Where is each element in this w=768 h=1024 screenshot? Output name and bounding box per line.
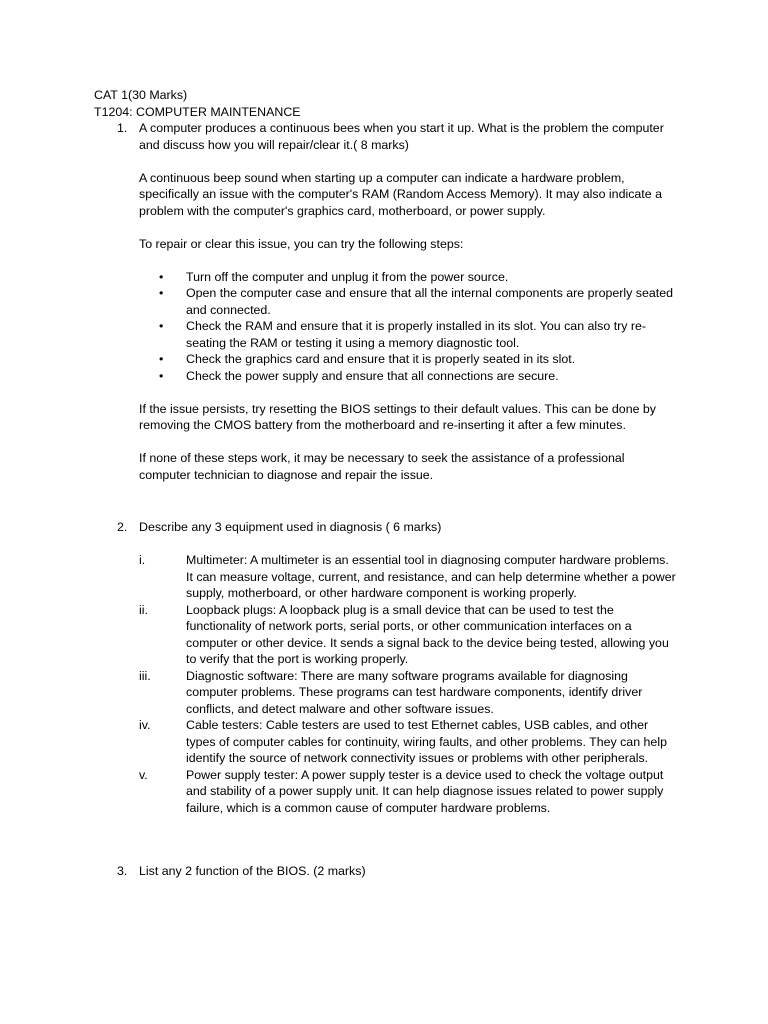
list-item: v. Power supply tester: A power supply tester is a device used to check the voltage output and stability of a power supply unit. It can help diagnose issues related to power supply failure, which is a common cause of computer hardware problems. <box>139 767 664 815</box>
item-numeral: iii. <box>139 668 151 683</box>
bullet-icon: • <box>159 352 164 366</box>
item-numeral: ii. <box>139 602 148 617</box>
list-item: • Check the power supply and ensure that all connections are secure. <box>159 368 559 383</box>
question-text: List any 2 function of the BIOS. (2 marks) <box>139 864 366 878</box>
steps-list <box>139 269 677 385</box>
list-item: iv. Cable testers: Cable testers are used to test Ethernet cables, USB cables, and other types of computer cables for continuity, wiring faults, and other problems. They can help identify the source of network connectivity issues or problems with other peripherals. <box>139 718 667 765</box>
list-item: • Check the graphics card and ensure that it is properly seated in its slot. <box>159 352 576 366</box>
item-numeral: i. <box>139 553 146 567</box>
answer-paragraph: To repair or clear this issue, you can try the following steps: <box>139 236 464 251</box>
answer-paragraph: If the issue persists, try resetting the BIOS settings to their default values. This can be done by removing the CMOS battery from the motherboard and re-inserting it after a few minutes. <box>139 401 657 432</box>
item-numeral: v. <box>139 767 148 782</box>
question-1 <box>117 120 677 483</box>
bullet-icon: • <box>159 319 164 333</box>
course-title: T1204: COMPUTER MAINTENANCE <box>94 104 301 119</box>
list-item: i. Multimeter: A multimeter is an essential tool in diagnosing computer hardware problems. It can measure voltage, current, and resistance, and can help determine whether a power supply, motherboard, or other hardware component is working properly. <box>139 553 676 600</box>
document-header <box>94 87 301 120</box>
answer-paragraph: If none of these steps work, it may be necessary to seek the assistance of a professional computer technician to diagnose and repair the issue. <box>139 451 625 482</box>
list-item: • Open the computer case and ensure that all the internal components are properly seated and connected. <box>159 286 673 317</box>
item-numeral: iv. <box>139 718 151 732</box>
list-item: • Check the RAM and ensure that it is properly installed in its slot. You can also try re-seating the RAM or testing it using a memory diagnostic tool. <box>159 319 647 350</box>
equipment-list <box>139 552 677 816</box>
question-text: Describe any 3 equipment used in diagnosis ( 6 marks) <box>139 520 442 534</box>
question-3 <box>117 863 677 880</box>
list-item: ii. Loopback plugs: A loopback plug is a small device that can be used to test the functionality of network ports, serial ports, or other communication interfaces on a computer or other device. It sends a signal back to the device being tested, allowing you to verify that the port is working properly. <box>139 602 669 666</box>
question-number: 2. <box>117 520 128 534</box>
question-number: 3. <box>117 864 128 878</box>
assessment-title: CAT 1(30 Marks) <box>94 88 188 102</box>
question-number: 1. <box>117 121 128 135</box>
answer-paragraph: A continuous beep sound when starting up a computer can indicate a hardware problem, specifically an issue with the computer's RAM (Random Access Memory). It may also indicate a problem with the computer's graphics card, motherboard, or power supply. <box>139 170 662 218</box>
bullet-icon: • <box>159 269 164 284</box>
question-2 <box>117 519 677 816</box>
question-text: A computer produces a continuous bees when you start it up. What is the problem the computer and discuss how you will repair/clear it.( 8 marks) <box>139 121 664 152</box>
list-item: • Turn off the computer and unplug it from the power source. <box>159 269 509 284</box>
bullet-icon: • <box>159 368 164 383</box>
list-item: iii. Diagnostic software: There are many software programs available for diagnosing computer problems. These programs can test hardware components, identify driver conflicts, and detect malware and other software issues. <box>139 668 643 716</box>
bullet-icon: • <box>159 286 164 300</box>
